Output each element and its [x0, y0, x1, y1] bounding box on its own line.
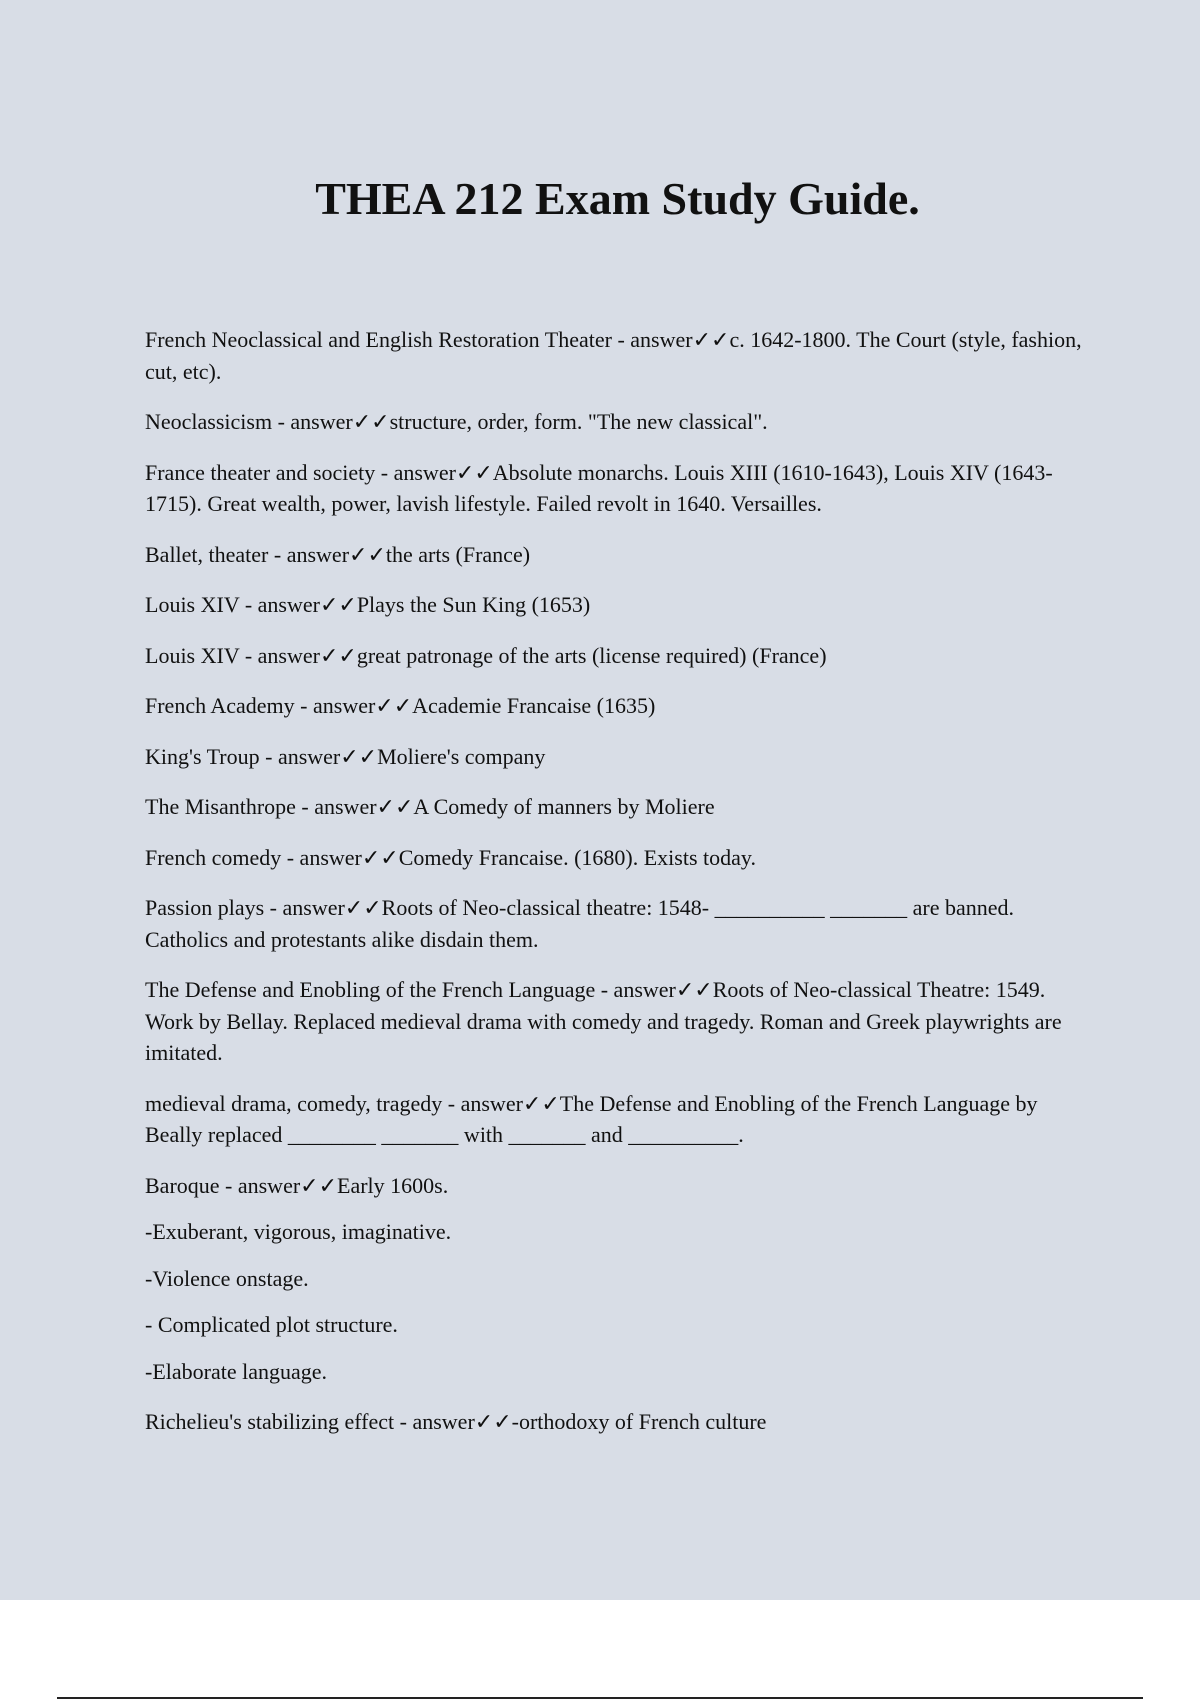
entry-defense-enobling: The Defense and Enobling of the French Language - answer✓✓Roots of Neo-classical Theatre: 1549. Work by Bellay. Replaced medieval drama with comedy and tragedy. Roman and Greek playwrights are imitated.	[145, 977, 1062, 1065]
entry-richelieu: Richelieu's stabilizing effect - answer✓✓-orthodoxy of French culture	[145, 1409, 767, 1434]
entry-louis-xiv-sun-king: Louis XIV - answer✓✓Plays the Sun King (1653)	[145, 592, 591, 617]
entry-neoclassicism: Neoclassicism - answer✓✓structure, order, form. "The new classical".	[145, 409, 768, 434]
entry-louis-xiv-patronage: Louis XIV - answer✓✓great patronage of the arts (license required) (France)	[145, 642, 827, 668]
entry-france-theater-society: France theater and society - answer✓✓Absolute monarchs. Louis XIII (1610-1643), Louis XIV (1643-1715). Great wealth, power, lavish lifestyle. Failed revolt in 1640. Versailles.	[145, 459, 1053, 516]
entry-french-academy: French Academy - answer✓✓Academie Francaise (1635)	[145, 693, 656, 718]
entry-misanthrope: The Misanthrope - answer✓✓A Comedy of manners by Moliere	[145, 794, 715, 819]
entry-baroque-language: -Elaborate language.	[145, 1358, 328, 1384]
entry-medieval-drama: medieval drama, comedy, tragedy - answer✓✓The Defense and Enobling of the French Language by Beally replaced ________ _______ with _______ and __________.	[145, 1090, 1038, 1147]
footer-divider	[57, 1697, 1143, 1699]
entry-baroque-violence: -Violence onstage.	[145, 1265, 309, 1291]
entry-baroque-exuberant: -Exuberant, vigorous, imaginative.	[145, 1219, 452, 1244]
entry-neoclassical-restoration: French Neoclassical and English Restoration Theater - answer✓✓c. 1642-1800. The Court (style, fashion, cut, etc).	[145, 327, 1082, 384]
study-guide-entries	[145, 324, 1085, 1457]
page-title: THEA 212 Exam Study Guide.	[315, 173, 920, 224]
entry-baroque: Baroque - answer✓✓Early 1600s.	[145, 1172, 449, 1198]
entry-baroque-plot: - Complicated plot structure.	[145, 1312, 398, 1337]
entry-ballet-theater: Ballet, theater - answer✓✓the arts (France)	[145, 541, 531, 567]
entry-french-comedy: French comedy - answer✓✓Comedy Francaise. (1680). Exists today.	[145, 844, 756, 870]
entry-kings-troup: King's Troup - answer✓✓Moliere's company	[145, 743, 546, 769]
entry-passion-plays: Passion plays - answer✓✓Roots of Neo-classical theatre: 1548- __________ _______ are banned. Catholics and protestants alike disdain them.	[145, 895, 1015, 952]
